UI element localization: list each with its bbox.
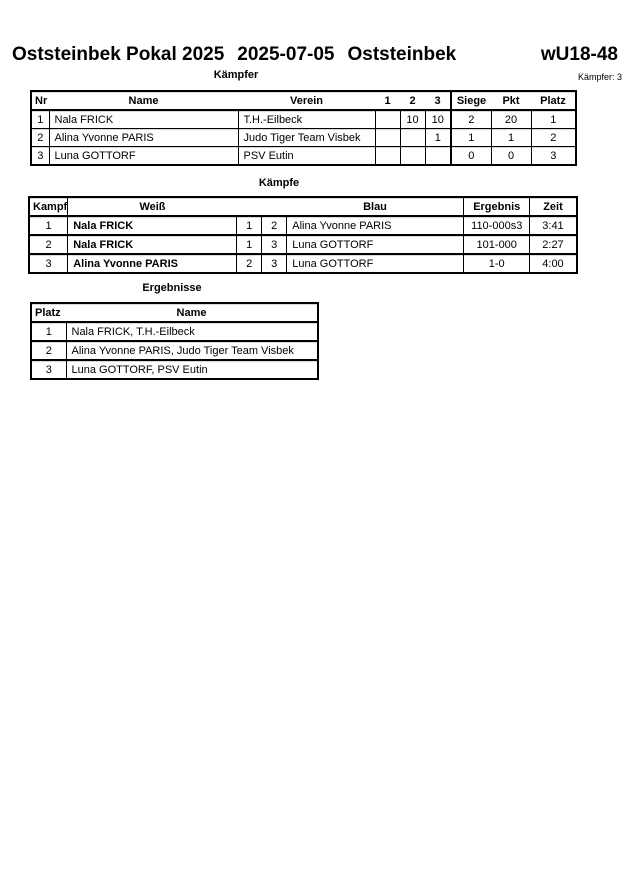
result-fighter: Nala FRICK, T.H.-Eilbeck [66,322,318,341]
fighter-wins: 1 [451,129,491,147]
score-vs-2 [400,147,425,166]
score-vs-1 [375,110,400,129]
col-siege: Siege [451,91,491,110]
blue-fighter-name: Luna GOTTORF [287,235,464,254]
col-result: Ergebnis [464,197,530,216]
spacer-header-cell [262,197,287,216]
fighter-nr: 2 [31,129,49,147]
fighter-row [31,129,576,147]
result-place: 2 [31,341,66,360]
fighter-club: PSV Eutin [238,147,375,166]
score-vs-3 [425,147,451,166]
white-fighter-nr: 1 [237,235,262,254]
fighters-header-row [31,91,576,110]
col-nr: Nr [31,91,49,110]
result-fighter: Luna GOTTORF, PSV Eutin [66,360,318,379]
fights-section-title: Kämpfe [258,177,300,189]
fighter-wins: 2 [451,110,491,129]
fighter-place: 1 [531,110,576,129]
fighter-club: Judo Tiger Team Visbek [238,129,375,147]
fight-number: 2 [29,235,68,254]
col-place: Platz [31,303,66,322]
fights-table [28,196,578,274]
page-title [12,44,618,66]
fight-result: 110-000s3 [464,216,530,235]
col-time: Zeit [530,197,577,216]
white-fighter-name: Nala FRICK [68,235,237,254]
blue-fighter-nr: 2 [262,216,287,235]
fighter-row [31,110,576,129]
result-place: 1 [31,322,66,341]
fighter-name: Alina Yvonne PARIS [49,129,238,147]
col-opp3: 3 [425,91,451,110]
fight-time: 4:00 [530,254,577,273]
fight-row [29,254,577,273]
fighter-nr: 3 [31,147,49,166]
results-header-row [31,303,318,322]
white-fighter-nr: 1 [237,216,262,235]
score-vs-3: 10 [425,110,451,129]
blue-fighter-nr: 3 [262,254,287,273]
col-platz: Platz [531,91,576,110]
fighters-count: Kämpfer: 3 [577,72,622,82]
results-section-title: Ergebnisse [142,282,202,294]
score-vs-3: 1 [425,129,451,147]
fighter-place: 2 [531,129,576,147]
col-opp1: 1 [375,91,400,110]
col-verein: Verein [238,91,375,110]
fighter-points: 20 [491,110,531,129]
fighter-place: 3 [531,147,576,166]
fight-number: 1 [29,216,68,235]
fight-number: 3 [29,254,68,273]
spacer-header-cell [237,197,262,216]
fight-row [29,216,577,235]
fighters-section-title: Kämpfer [213,69,259,81]
fighter-points: 1 [491,129,531,147]
event-location: Oststeinbek [347,44,457,65]
fighter-row [31,147,576,166]
score-vs-1 [375,129,400,147]
col-name: Name [66,303,318,322]
col-opp2: 2 [400,91,425,110]
event-date: 2025-07-05 [237,44,335,65]
fighter-name: Luna GOTTORF [49,147,238,166]
fight-time: 3:41 [530,216,577,235]
col-name: Name [49,91,238,110]
blue-fighter-name: Alina Yvonne PARIS [287,216,464,235]
col-pkt: Pkt [491,91,531,110]
fight-result: 101-000 [464,235,530,254]
fight-result: 1-0 [464,254,530,273]
fight-time: 2:27 [530,235,577,254]
result-row [31,360,318,379]
fighter-club: T.H.-Eilbeck [238,110,375,129]
col-blue: Blau [287,197,464,216]
fighter-wins: 0 [451,147,491,166]
result-fighter: Alina Yvonne PARIS, Judo Tiger Team Visbek [66,341,318,360]
result-place: 3 [31,360,66,379]
white-fighter-nr: 2 [237,254,262,273]
white-fighter-name: Nala FRICK [68,216,237,235]
fighters-table [30,90,577,166]
result-row [31,322,318,341]
results-table [30,302,319,380]
blue-fighter-nr: 3 [262,235,287,254]
fighter-name: Nala FRICK [49,110,238,129]
score-vs-1 [375,147,400,166]
page-title-left [12,44,456,66]
blue-fighter-name: Luna GOTTORF [287,254,464,273]
score-vs-2 [400,129,425,147]
fighter-nr: 1 [31,110,49,129]
fight-row [29,235,577,254]
fights-header-row [29,197,577,216]
weight-category: wU18-48 [540,44,618,65]
fighter-points: 0 [491,147,531,166]
result-row [31,341,318,360]
col-kampf: Kampf [29,197,68,216]
event-name: Oststeinbek Pokal 2025 [12,44,225,65]
white-fighter-name: Alina Yvonne PARIS [68,254,237,273]
col-white: Weiß [68,197,237,216]
score-vs-2: 10 [400,110,425,129]
